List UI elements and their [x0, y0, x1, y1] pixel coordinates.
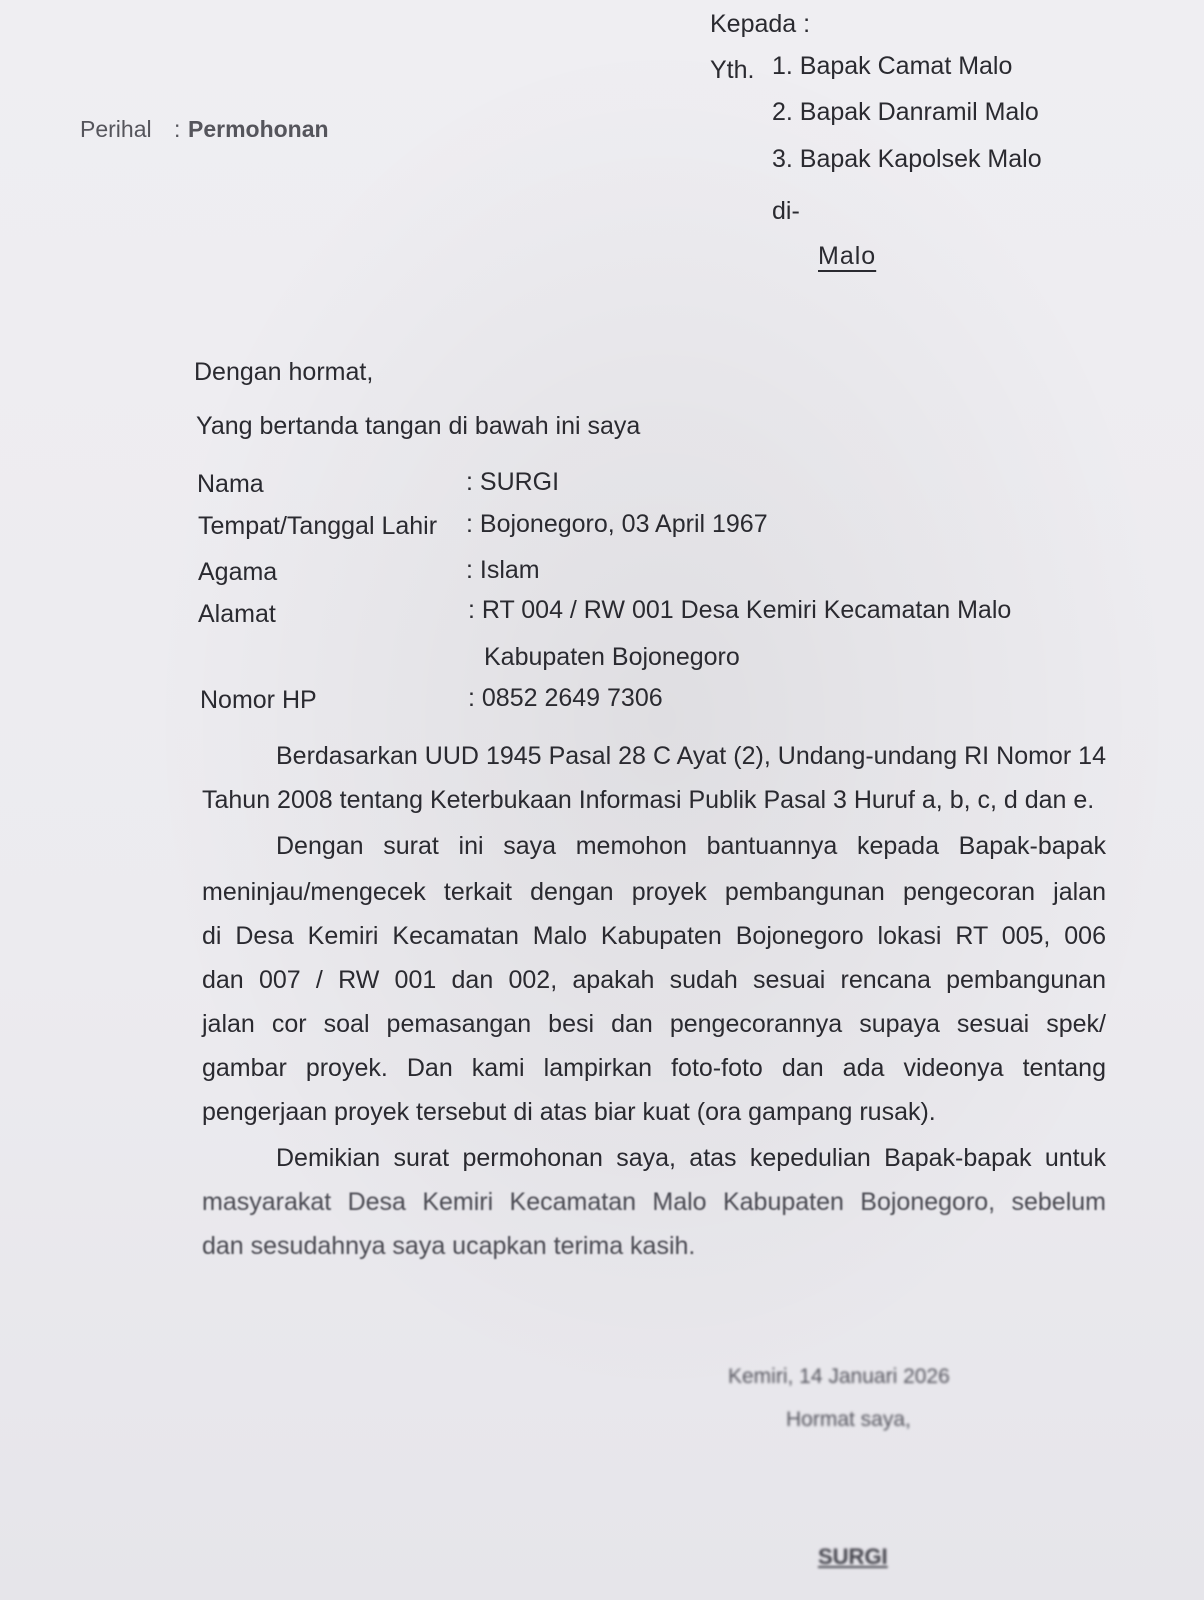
agama-label: Agama: [198, 558, 278, 586]
paragraph-line: dan sesudahnya saya ucapkan terima kasih.: [202, 1232, 696, 1260]
paragraph-line: Dengan surat ini saya memohon bantuannya kepada Bapak-bapak: [276, 832, 1106, 860]
alamat-value-line2: Kabupaten Bojonegoro: [484, 643, 740, 671]
ttl-label: Tempat/Tanggal Lahir: [198, 512, 438, 540]
signer-name: SURGI: [818, 1544, 888, 1569]
hp-label: Nomor HP: [200, 686, 317, 714]
paragraph-line: dan 007 / RW 001 dan 002, apakah sudah sesuai rencana pembangunan: [202, 966, 1106, 994]
closing-regards: Hormat saya,: [786, 1408, 911, 1431]
recipient-1: 1. Bapak Camat Malo: [772, 52, 1013, 80]
yth-label: Yth.: [710, 56, 755, 84]
ttl-value: : Bojonegoro, 03 April 1967: [466, 510, 768, 538]
di-label: di-: [772, 197, 800, 225]
alamat-value: : RT 004 / RW 001 Desa Kemiri Kecamatan Malo: [468, 596, 1012, 624]
paragraph-line: Tahun 2008 tentang Keterbukaan Informasi Publik Pasal 3 Huruf a, b, c, d dan e.: [202, 786, 1095, 814]
perihal-separator: :: [174, 116, 181, 142]
nama-value: : SURGI: [466, 468, 560, 496]
nama-label: Nama: [197, 470, 264, 498]
recipient-3: 3. Bapak Kapolsek Malo: [772, 145, 1042, 173]
recipient-2: 2. Bapak Danramil Malo: [772, 98, 1039, 126]
perihal-label: Perihal: [80, 116, 152, 142]
hp-value: : 0852 2649 7306: [468, 684, 663, 712]
paragraph-line: masyarakat Desa Kemiri Kecamatan Malo Kabupaten Bojonegoro, sebelum: [202, 1188, 1106, 1216]
greeting: Dengan hormat,: [194, 358, 374, 386]
paragraph-line: meninjau/mengecek terkait dengan proyek pembangunan pengecoran jalan: [202, 878, 1106, 906]
perihal-value: Permohonan: [188, 116, 329, 142]
addressee-place: Malo: [818, 242, 877, 270]
paragraph-line: di Desa Kemiri Kecamatan Malo Kabupaten Bojonegoro lokasi RT 005, 006: [202, 922, 1106, 950]
paragraph-line: pengerjaan proyek tersebut di atas biar kuat (ora gampang rusak).: [202, 1098, 936, 1126]
alamat-label: Alamat: [198, 600, 276, 628]
paragraph-line: Demikian surat permohonan saya, atas kepedulian Bapak-bapak untuk: [276, 1144, 1106, 1172]
kepada-label: Kepada :: [710, 10, 811, 38]
paragraph-line: Berdasarkan UUD 1945 Pasal 28 C Ayat (2), Undang-undang RI Nomor 14: [276, 742, 1106, 770]
agama-value: : Islam: [466, 556, 540, 584]
paragraph-line: jalan cor soal pemasangan besi dan pengecorannya supaya sesuai spek/: [202, 1010, 1106, 1038]
intro-line: Yang bertanda tangan di bawah ini saya: [196, 412, 641, 440]
closing-date: Kemiri, 14 Januari 2026: [728, 1365, 950, 1388]
paragraph-line: gambar proyek. Dan kami lampirkan foto-foto dan ada videonya tentang: [202, 1054, 1106, 1082]
